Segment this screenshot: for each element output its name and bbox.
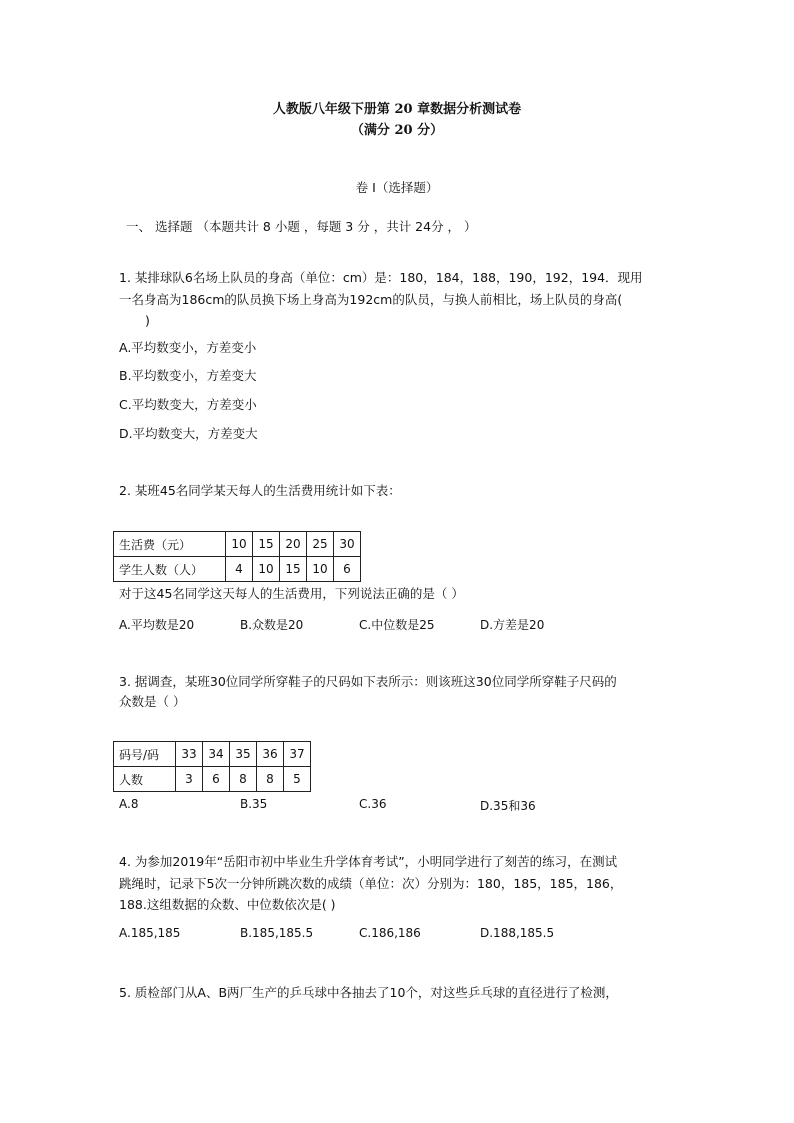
table-cell: 33	[176, 742, 203, 767]
table-cell: 10	[307, 557, 334, 582]
table-row	[114, 532, 361, 557]
table-row	[114, 742, 311, 767]
shoe-size-table	[113, 741, 311, 792]
question-4-option-d: D.188,185.5	[480, 926, 555, 940]
question-1-line-2: 一名身高为186cm的队员换下场上身高为192cm的队员，与换人前相比，场上队员的身高(	[119, 292, 623, 307]
document-title: 人教版八年级下册第 20 章数据分析测试卷	[272, 102, 522, 117]
question-5-line-1: 5. 质检部门从A、B两厂生产的乒乓球中各抽去了10个，对这些乒乓球的直径进行了检测，	[119, 985, 618, 1000]
table-cell: 25	[307, 532, 334, 557]
section-heading: 卷 I（选择题）	[355, 180, 439, 195]
question-1-line-1: 1. 某排球队6名场上队员的身高（单位：cm）是：180，184，188，190，192，194．现用	[119, 270, 643, 285]
table-row	[114, 557, 361, 582]
question-2-option-b: B.众数是20	[240, 618, 304, 632]
table-cell: 6	[334, 557, 361, 582]
table-cell: 10	[253, 557, 280, 582]
question-4-option-b: B.185,185.5	[240, 926, 314, 940]
part-heading: 一、 选择题 （本题共计 8 小题 ，每题 3 分 ，共计 24分 ， ）	[126, 219, 477, 234]
question-3-option-b: B.35	[240, 797, 268, 811]
question-4-line-2: 跳绳时，记录下5次一分钟所跳次数的成绩（单位：次）分别为：180，185，185，186，	[119, 876, 623, 891]
table-row-label: 生活费（元）	[114, 532, 226, 557]
table-cell: 8	[257, 767, 284, 792]
question-2-option-d: D.方差是20	[480, 618, 545, 632]
question-1-option-a: A.平均数变小，方差变小	[119, 340, 257, 355]
question-1-option-c: C.平均数变大，方差变小	[119, 397, 257, 412]
table-cell: 15	[253, 532, 280, 557]
question-1-option-b: B.平均数变小，方差变大	[119, 368, 257, 383]
table-cell: 20	[280, 532, 307, 557]
question-3-line-2: 众数是（ ）	[119, 694, 186, 709]
question-2-line-1: 2. 某班45名同学某天每人的生活费用统计如下表：	[119, 483, 401, 498]
question-4-option-a: A.185,185	[119, 926, 181, 940]
table-cell: 3	[176, 767, 203, 792]
table-cell: 34	[203, 742, 230, 767]
question-2-option-c: C.中位数是25	[359, 618, 435, 632]
question-3-line-1: 3. 据调查，某班30位同学所穿鞋子的尺码如下表所示：则该班这30位同学所穿鞋子尺码的	[119, 674, 617, 689]
table-cell: 30	[334, 532, 361, 557]
question-4-line-3: 188.这组数据的众数、中位数依次是( )	[119, 897, 336, 912]
living-cost-table	[113, 531, 361, 582]
question-3-option-c: C.36	[359, 797, 387, 811]
table-row	[114, 767, 311, 792]
question-2-option-a: A.平均数是20	[119, 618, 195, 632]
question-3-option-a: A.8	[119, 797, 139, 811]
question-3-option-d: D.35和36	[480, 799, 536, 813]
table-cell: 5	[284, 767, 311, 792]
table-cell: 36	[257, 742, 284, 767]
question-2-line-2: 对于这45名同学这天每人的生活费用，下列说法正确的是（ ）	[119, 586, 464, 601]
document-subtitle: （满分 20 分）	[350, 123, 444, 138]
table-row-label: 人数	[114, 767, 176, 792]
question-4-line-1: 4. 为参加2019年“岳阳市初中毕业生升学体育考试”，小明同学进行了刻苦的练习，在测试	[119, 854, 618, 869]
table-cell: 37	[284, 742, 311, 767]
table-cell: 15	[280, 557, 307, 582]
question-1-option-d: D.平均数变大，方差变大	[119, 426, 258, 441]
table-row-label: 学生人数（人）	[114, 557, 226, 582]
question-4-option-c: C.186,186	[359, 926, 421, 940]
table-cell: 8	[230, 767, 257, 792]
table-cell: 6	[203, 767, 230, 792]
table-row-label: 码号/码	[114, 742, 176, 767]
table-cell: 4	[226, 557, 253, 582]
table-cell: 10	[226, 532, 253, 557]
table-cell: 35	[230, 742, 257, 767]
question-1-line-3: )	[145, 313, 150, 328]
